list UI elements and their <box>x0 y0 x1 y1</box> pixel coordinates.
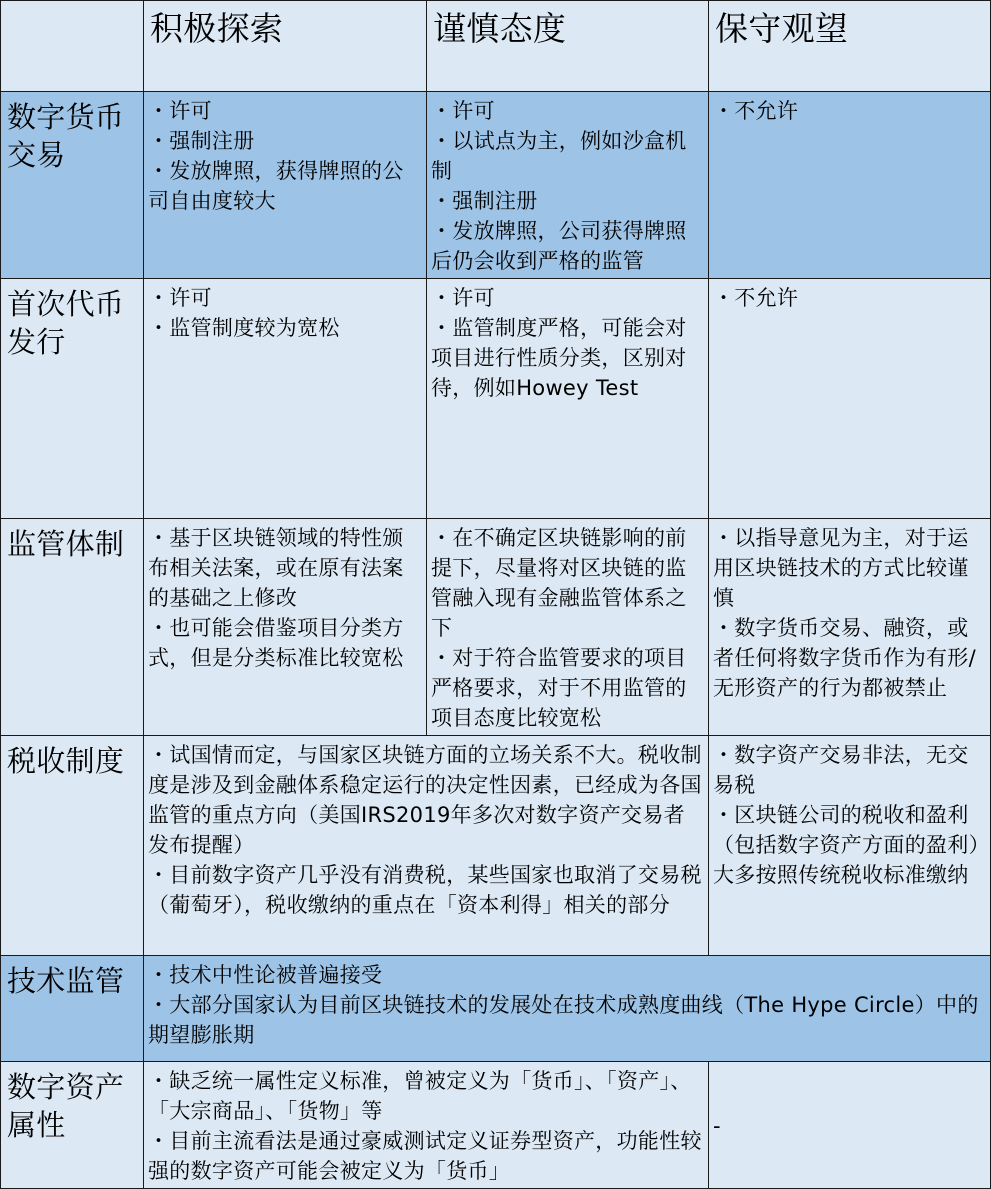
cell-line: ・不允许 <box>713 286 799 310</box>
cell-line: ・在不确定区块链影响的前提下，尽量将对区块链的监管融入现有金融监管体系之下 <box>431 526 687 640</box>
cell-line: ・许可 <box>431 99 495 123</box>
cell-conservative-tax-system <box>709 736 991 956</box>
cell-line: ・强制注册 <box>431 189 538 213</box>
table-row <box>1 736 991 956</box>
cell-merged-tax-system <box>144 736 709 956</box>
column-header-active: 积极探索 <box>144 1 427 92</box>
cell-conservative-digital-asset-attribute <box>709 1062 991 1189</box>
cell-line: ・大部分国家认为目前区块链技术的发展处在技术成熟度曲线（The Hype Circle）中的期望膨胀期 <box>148 993 979 1047</box>
cell-line: ・监管制度严格，可能会对项目进行性质分类，区别对待，例如Howey Test <box>431 316 687 400</box>
cell-line: ・发放牌照，公司获得牌照后仍会收到严格的监管 <box>431 219 687 273</box>
cell-line: ・试国情而定，与国家区块链方面的立场关系不大。税收制度是涉及到金融体系稳定运行的决定性因素，已经成为各国监管的重点方向（美国IRS2019年多次对数字资产交易者发布提醒） <box>148 743 702 857</box>
cell-line: ・许可 <box>431 286 495 310</box>
dash-placeholder: - <box>713 1114 721 1138</box>
table-row <box>1 519 991 736</box>
header-row <box>1 1 991 92</box>
cell-active-crypto-trading <box>144 92 427 279</box>
table-row <box>1 1062 991 1189</box>
cell-line: ・以试点为主，例如沙盒机制 <box>431 129 687 183</box>
cell-line: ・对于符合监管要求的项目严格要求，对于不用监管的项目态度比较宽松 <box>431 646 687 730</box>
cell-line: ・技术中性论被普遍接受 <box>148 963 383 987</box>
cell-line: ・区块链公司的税收和盈利（包括数字资产方面的盈利）大多按照传统税收标准缴纳 <box>713 803 980 887</box>
row-label-ico: 首次代币 发行 <box>1 279 144 519</box>
row-label-crypto-trading: 数字货币 交易 <box>1 92 144 279</box>
cell-line: ・发放牌照，获得牌照的公司自由度较大 <box>148 159 404 213</box>
cell-active-regulatory-system <box>144 519 427 736</box>
cell-line: ・基于区块链领域的特性颁布相关法案，或在原有法案的基础之上修改 <box>148 526 404 610</box>
cell-line: ・数字资产交易非法，无交易税 <box>713 743 969 797</box>
cell-conservative-regulatory-system <box>709 519 991 736</box>
cell-merged-digital-asset-attribute <box>144 1062 709 1189</box>
row-label-digital-asset-attribute: 数字资产 属性 <box>1 1062 144 1189</box>
row-label-tax-system: 税收制度 <box>1 736 144 956</box>
table-row <box>1 279 991 519</box>
cell-line: ・监管制度较为宽松 <box>148 316 340 340</box>
cell-line: ・许可 <box>148 99 212 123</box>
row-label-tech-regulation: 技术监管 <box>1 956 144 1062</box>
corner-cell <box>1 1 144 92</box>
cell-line: ・强制注册 <box>148 129 255 153</box>
cell-line: ・不允许 <box>713 99 799 123</box>
cell-merged-tech-regulation <box>144 956 991 1062</box>
cell-line: ・许可 <box>148 286 212 310</box>
cell-line: ・目前主流看法是通过豪威测试定义证券型资产，功能性较强的数字资产可能会被定义为「货币」 <box>148 1129 702 1183</box>
cell-line: ・以指导意见为主，对于运用区块链技术的方式比较谨慎 <box>713 526 969 610</box>
column-header-conservative: 保守观望 <box>709 1 991 92</box>
cell-conservative-crypto-trading <box>709 92 991 279</box>
cell-line: ・数字货币交易、融资，或者任何将数字货币作为有形/无形资产的行为都被禁止 <box>713 616 976 700</box>
table-row <box>1 92 991 279</box>
row-label-regulatory-system: 监管体制 <box>1 519 144 736</box>
cell-cautious-crypto-trading <box>427 92 709 279</box>
cell-line: ・缺乏统一属性定义标准，曾被定义为「货币」、「资产」、「大宗商品」、「货物」等 <box>148 1069 692 1123</box>
cell-conservative-ico <box>709 279 991 519</box>
column-header-cautious: 谨慎态度 <box>427 1 709 92</box>
cell-cautious-regulatory-system <box>427 519 709 736</box>
table-row <box>1 956 991 1062</box>
cell-cautious-ico <box>427 279 709 519</box>
cell-active-ico <box>144 279 427 519</box>
cell-line: ・目前数字资产几乎没有消费税，某些国家也取消了交易税（葡萄牙），税收缴纳的重点在「资本利得」相关的部分 <box>148 863 702 917</box>
cell-line: ・也可能会借鉴项目分类方式，但是分类标准比较宽松 <box>148 616 404 670</box>
